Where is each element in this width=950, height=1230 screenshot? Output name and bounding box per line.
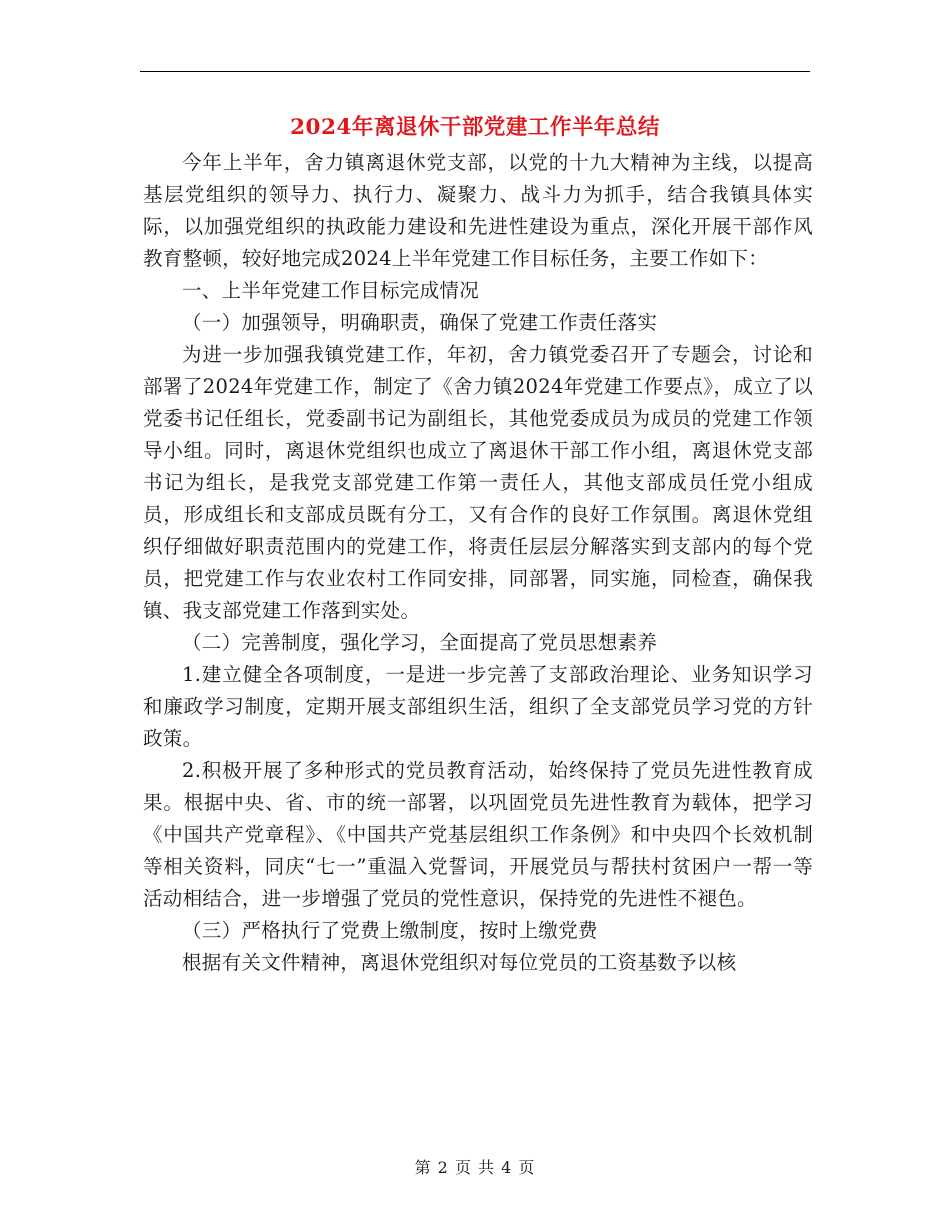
paragraph-item-2: 2.积极开展了多种形式的党员教育活动，始终保持了党员先进性教育成果。根据中央、省、市的统一部署，以巩固党员先进性教育为载体，把学习《中国共产党章程》、《中国共产党基层组织工作条例》和中央四个长效机制等相关资料，同庆“七一”重温入党誓词，开展党员与帮扶村贫困户一帮一等活动相结合，进一步增强了党员的党性意识，保持党的先进性不褪色。: [143, 759, 813, 910]
document-body: [143, 147, 813, 979]
subsection-heading-1: （一）加强领导，明确职责，确保了党建工作责任落实: [182, 311, 658, 334]
subsection-heading-3: （三）严格执行了党费上缴制度，按时上缴党费: [182, 919, 598, 942]
header-rule: [140, 71, 810, 72]
paragraph-intro: 今年上半年，舍力镇离退休党支部，以党的十九大精神为主线，以提高基层党组织的领导力、执行力、凝聚力、战斗力为抓手，结合我镇具体实际，以加强党组织的执政能力建设和先进性建设为重点，深化开展干部作风教育整顿，较好地完成2024上半年党建工作目标任务，主要工作如下：: [143, 151, 813, 270]
document-title: 2024年离退休干部党建工作半年总结: [290, 115, 660, 140]
page-footer: 第 2 页 共 4 页: [414, 1158, 536, 1177]
paragraph-dues: 根据有关文件精神，离退休党组织对每位党员的工资基数予以核: [182, 951, 737, 974]
section-heading-1: 一、上半年党建工作目标完成情况: [182, 279, 480, 302]
paragraph-leadership: 为进一步加强我镇党建工作，年初，舍力镇党委召开了专题会，讨论和部署了2024年党建工作，制定了《舍力镇2024年党建工作要点》，成立了以党委书记任组长，党委副书记为副组长，其他党委成员为成员的党建工作领导小组。同时，离退休党组织也成立了离退休干部工作小组，离退休党支部书记为组长，是我党支部党建工作第一责任人，其他支部成员任党小组成员，形成组长和支部成员既有分工，又有合作的良好工作氛围。离退休党组织仔细做好职责范围内的党建工作，将责任层层分解落实到支部内的每个党员，把党建工作与农业农村工作同安排，同部署，同实施，同检查，确保我镇、我支部党建工作落到实处。: [143, 343, 813, 622]
paragraph-item-1: 1.建立健全各项制度，一是进一步完善了支部政治理论、业务知识学习和廉政学习制度，定期开展支部组织生活，组织了全支部党员学习党的方针政策。: [143, 663, 813, 750]
subsection-heading-2: （二）完善制度，强化学习，全面提高了党员思想素养: [182, 631, 658, 654]
